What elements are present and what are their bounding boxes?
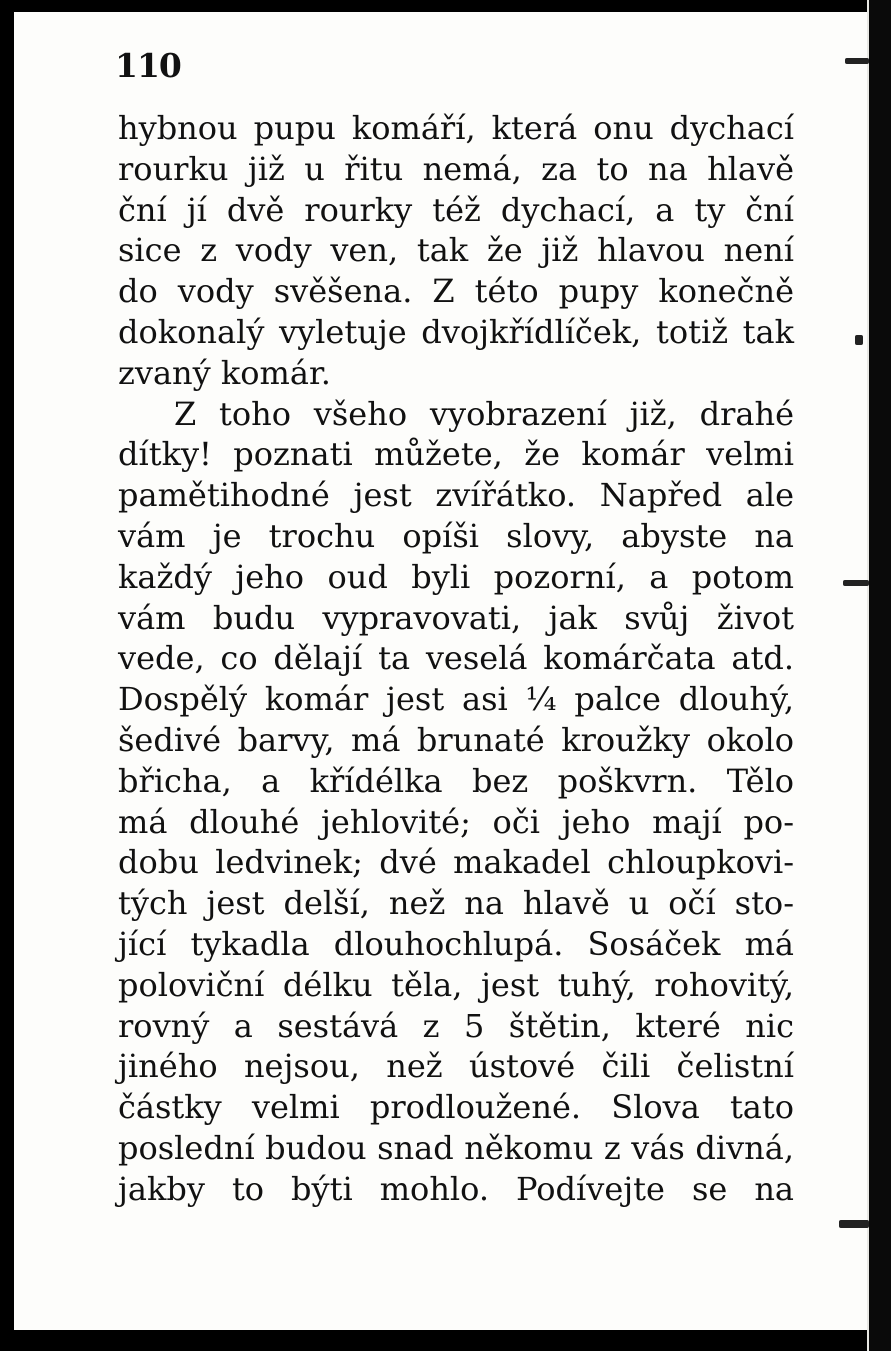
page-number: 110 (115, 46, 181, 85)
text-line: dítky! poznati můžete, že komár velmi (118, 435, 794, 474)
text-line: vede, co dělají ta veselá komárčata atd. (118, 639, 794, 678)
text-line: hybnou pupu komáří, která onu dychací (118, 109, 794, 147)
text-line: tých jest delší, než na hlavě u očí sto- (118, 884, 794, 923)
page-text (118, 108, 794, 1210)
text-line: poslední budou snad někomu z vás divná, (118, 1128, 794, 1167)
text-line: sice z vody ven, tak že již hlavou není (118, 231, 794, 270)
text-line: jiného nejsou, než ústové čili čelistní (118, 1047, 794, 1086)
scan-mark (855, 335, 863, 345)
text-line: Dospělý komár jest asi ¼ palce dlouhý, (118, 680, 794, 719)
scan-mark (845, 58, 869, 64)
text-line: má dlouhé jehlovité; oči jeho mají po- (118, 802, 794, 841)
text-line: poloviční délku těla, jest tuhý, rohovitý, (118, 965, 794, 1004)
scan-mark (839, 1220, 869, 1228)
scan-mark (843, 580, 869, 586)
book-page (14, 12, 871, 1330)
text-line: rovný a sestává z 5 štětin, které nic (118, 1006, 794, 1045)
text-line: dokonalý vyletuje dvojkřídlíček, totiž tak (118, 312, 794, 351)
text-line: vám je trochu opíši slovy, abyste na (118, 516, 794, 555)
text-line: částky velmi prodloužené. Slova tato (118, 1088, 794, 1127)
text-line: šedivé barvy, má brunaté kroužky okolo (118, 720, 794, 759)
text-line: ční jí dvě rourky též dychací, a ty ční (118, 190, 794, 229)
text-line: pamětihodné jest zvířátko. Napřed ale (118, 476, 794, 515)
text-line: vám budu vypravovati, jak svůj život (118, 598, 794, 637)
text-line: jící tykadla dlouhochlupá. Sosáček má (118, 924, 794, 963)
text-line: rourku již u řitu nemá, za to na hlavě (118, 149, 794, 188)
text-line: Z toho všeho vyobrazení již, drahé (174, 394, 794, 433)
scan-border (869, 0, 891, 1351)
text-line: do vody svěšena. Z této pupy konečně (118, 272, 794, 311)
text-line: dobu ledvinek; dvé makadel chloupkovi- (118, 843, 794, 882)
text-line: jakby to býti mohlo. Podívejte se na (118, 1169, 794, 1208)
text-line: břicha, a křídélka bez poškvrn. Tělo (118, 761, 794, 800)
text-line: každý jeho oud byli pozorní, a potom (118, 557, 794, 596)
text-line: zvaný komár. (118, 353, 331, 392)
